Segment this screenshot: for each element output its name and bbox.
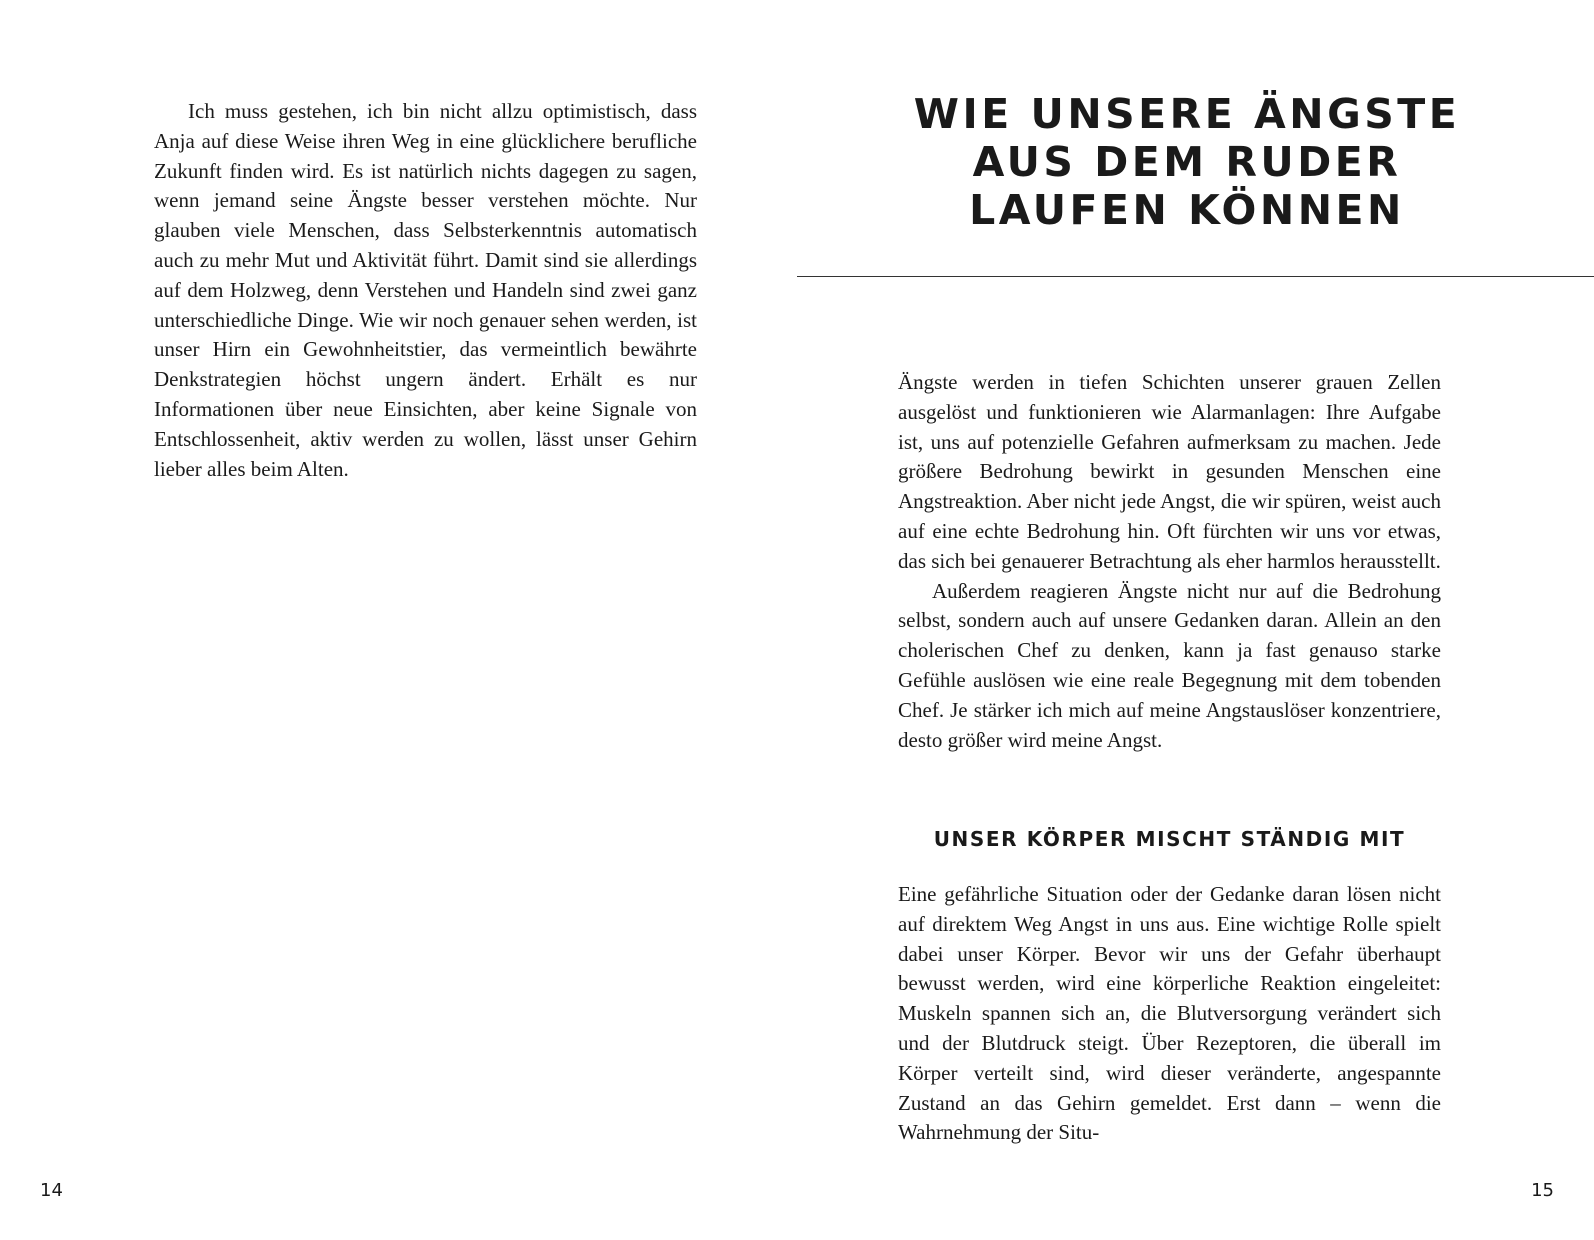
intro-paragraph-1: Ängste werden in tiefen Schichten unserer grauen Zellen ausgelöst und funktionieren wie Alarmanlagen: Ihre Aufgabe ist, uns auf potenzielle Gefahren aufmerksam zu machen. Jede größere Bedrohung bewirkt in gesunden Menschen eine Angstreaktion. Aber nicht jede Angst, die wir spüren, weist auch auf eine echte Bedrohung hin. Oft fürchten wir uns vor etwas, das sich bei genauerer Betrachtung als eher harmlos herausstellt. (898, 370, 1441, 573)
section-paragraph: Eine gefährliche Situation oder der Gedanke daran lösen nicht auf direktem Weg Angst in uns aus. Eine wichtige Rolle spielt dabei unser Körper. Bevor wir uns der Gefahr überhaupt bewusst werden, wird eine körperliche Reaktion eingeleitet: Muskeln spannen sich an, die Blutversorgung verändert sich und der Blutdruck steigt. Über Rezeptoren, die überall im Körper verteilt sind, wird dieser veränderte, angespannte Zustand an das Gehirn gemeldet. Erst dann – wenn die Wahrnehmung der Situ- (898, 882, 1441, 1145)
intro-text-column (898, 368, 1441, 755)
section-heading: UNSER KÖRPER MISCHT STÄNDIG MIT (933, 827, 1406, 851)
chapter-title-line-2: AUS DEM RUDER (972, 138, 1402, 186)
page-number-left: 14 (40, 1180, 63, 1201)
section-text-column (898, 880, 1441, 1148)
chapter-divider (797, 276, 1594, 277)
page-number-right: 15 (1531, 1180, 1554, 1201)
left-text-column (154, 97, 697, 484)
chapter-title (797, 90, 1577, 234)
right-page (797, 0, 1594, 1240)
chapter-title-line-3: LAUFEN KÖNNEN (969, 186, 1405, 234)
intro-paragraph-2: Außerdem reagieren Ängste nicht nur auf die Bedrohung selbst, sondern auch auf unsere Gedanken daran. Allein an den cholerischen Chef zu denken, kann ja fast genauso starke Gefühle auslösen wie eine reale Begegnung mit dem tobenden Chef. Je stärker ich mich auf meine Angstauslöser konzentriere, desto größer wird meine Angst. (898, 578, 1441, 752)
left-paragraph: Ich muss gestehen, ich bin nicht allzu optimistisch, dass Anja auf diese Weise ihren Weg in eine glücklichere berufliche Zukunft finden wird. Es ist natürlich nichts dagegen zu sagen, wenn jemand seine Ängste besser verstehen möchte. Nur glauben viele Menschen, dass Selbsterkenntnis automatisch auch zu mehr Mut und Aktivität führt. Damit sind sie allerdings auf dem Holzweg, denn Verstehen und Handeln sind zwei ganz unterschiedliche Dinge. Wie wir noch genauer sehen werden, ist unser Hirn ein Gewohnheitstier, das vermeintlich bewährte Denkstrategien höchst ungern ändert. Erhält es nur Informationen über neue Einsichten, aber keine Signale von Entschlossenheit, aktiv werden zu wollen, lässt unser Gehirn lieber alles beim Alten. (154, 99, 697, 481)
chapter-title-line-1: WIE UNSERE ÄNGSTE (913, 90, 1461, 138)
